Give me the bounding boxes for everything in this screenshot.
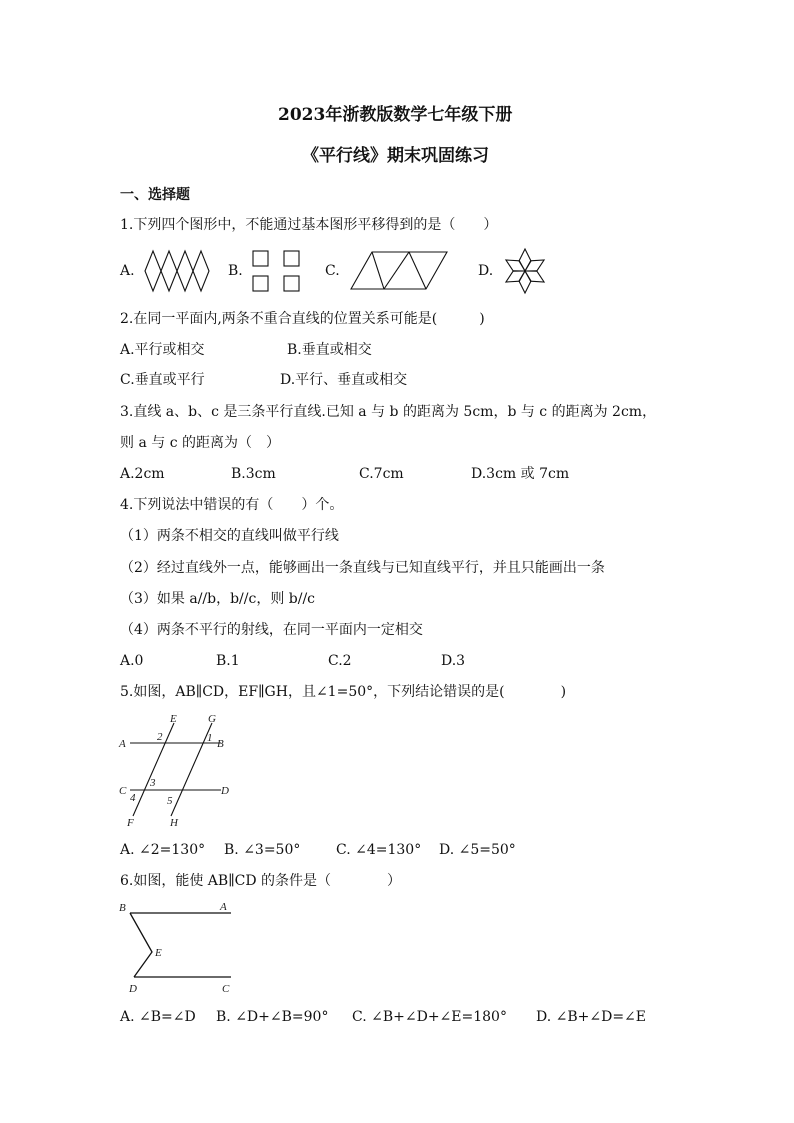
- q1-option-b-label: B.: [228, 263, 243, 279]
- q1-option-c-label: C.: [325, 263, 340, 279]
- q5-stem: 5.如图，AB∥CD，EF∥GH，且∠1=50°，下列结论错误的是( ): [120, 684, 567, 700]
- q5-label-e: E: [170, 713, 177, 725]
- q5-option-b: B. ∠3=50°: [224, 842, 301, 858]
- q1-figure-b-squares: [252, 250, 302, 292]
- q6-label-c: C: [222, 983, 230, 995]
- q5-label-angle-5: 5: [167, 795, 173, 807]
- q1-option-d-label: D.: [478, 263, 494, 279]
- q6-label-e: E: [155, 947, 162, 959]
- q3-stem-line2: 则 a 与 c 的距离为（ ）: [120, 435, 280, 451]
- q5-option-d: D. ∠5=50°: [439, 842, 516, 858]
- page-subtitle: 《平行线》期末巩固练习: [302, 146, 489, 166]
- q6-figure: [118, 898, 243, 998]
- q6-option-c: C. ∠B+∠D+∠E=180°: [352, 1009, 507, 1025]
- q6-label-a: A: [220, 901, 227, 913]
- q3-stem-line1: 3.直线 a、b、c 是三条平行直线.已知 a 与 b 的距离为 5cm，b 与 c 的距离为 2cm，: [120, 404, 657, 420]
- q4-option-a: A.0: [120, 653, 144, 669]
- q5-label-angle-3: 3: [150, 777, 156, 789]
- q4-statement-1: （1）两条不相交的直线叫做平行线: [120, 528, 339, 544]
- q2-stem: 2.在同一平面内,两条不重合直线的位置关系可能是( ): [120, 311, 485, 327]
- q2-option-d: D.平行、垂直或相交: [280, 372, 408, 388]
- q1-option-a-label: A.: [120, 263, 135, 279]
- section-heading: 一、选择题: [120, 187, 190, 203]
- q6-option-a: A. ∠B=∠D: [120, 1009, 196, 1025]
- q3-option-a: A.2cm: [120, 466, 165, 482]
- q5-option-c: C. ∠4=130°: [336, 842, 422, 858]
- q2-option-c: C.垂直或平行: [120, 372, 205, 388]
- q4-statement-3: （3）如果 a//b，b//c，则 b//c: [120, 591, 316, 607]
- q1-figure-c-triangles: [350, 251, 450, 291]
- q5-label-h: H: [170, 817, 178, 829]
- q2-option-a: A.平行或相交: [120, 342, 205, 358]
- q3-option-b: B.3cm: [231, 466, 276, 482]
- q6-option-b: B. ∠D+∠B=90°: [216, 1009, 329, 1025]
- q5-label-angle-1: 1: [207, 732, 213, 744]
- q3-option-c: C.7cm: [359, 466, 404, 482]
- q1-figure-a-rhombus-chain: [145, 251, 215, 291]
- q5-label-f: F: [127, 817, 134, 829]
- q2-option-b: B.垂直或相交: [287, 342, 372, 358]
- q5-label-a: A: [119, 738, 126, 750]
- q6-stem: 6.如图，能使 AB∥CD 的条件是（ ）: [120, 873, 402, 889]
- q4-option-b: B.1: [216, 653, 240, 669]
- q6-label-d: D: [129, 983, 137, 995]
- q5-label-angle-2: 2: [157, 731, 163, 743]
- page-title: 2023年浙教版数学七年级下册: [278, 105, 513, 125]
- q5-label-g: G: [208, 713, 216, 725]
- q4-option-d: D.3: [441, 653, 466, 669]
- q6-option-d: D. ∠B+∠D=∠E: [536, 1009, 647, 1025]
- q3-option-d: D.3cm 或 7cm: [471, 466, 570, 482]
- q5-label-b: B: [217, 738, 224, 750]
- q6-label-b: B: [119, 902, 126, 914]
- q5-figure: [118, 713, 243, 828]
- q4-statement-4: （4）两条不平行的射线，在同一平面内一定相交: [120, 622, 423, 638]
- q5-label-angle-4: 4: [130, 792, 136, 804]
- q1-stem: 1.下列四个图形中，不能通过基本图形平移得到的是（ ）: [120, 217, 498, 233]
- q5-label-d: D: [221, 785, 229, 797]
- q4-option-c: C.2: [328, 653, 352, 669]
- q5-label-c: C: [119, 785, 127, 797]
- q1-figure-d-star: [501, 248, 551, 294]
- q5-option-a: A. ∠2=130°: [120, 842, 206, 858]
- q4-stem: 4.下列说法中错误的有（ ）个。: [120, 497, 344, 513]
- q4-statement-2: （2）经过直线外一点，能够画出一条直线与已知直线平行，并且只能画出一条: [120, 560, 605, 576]
